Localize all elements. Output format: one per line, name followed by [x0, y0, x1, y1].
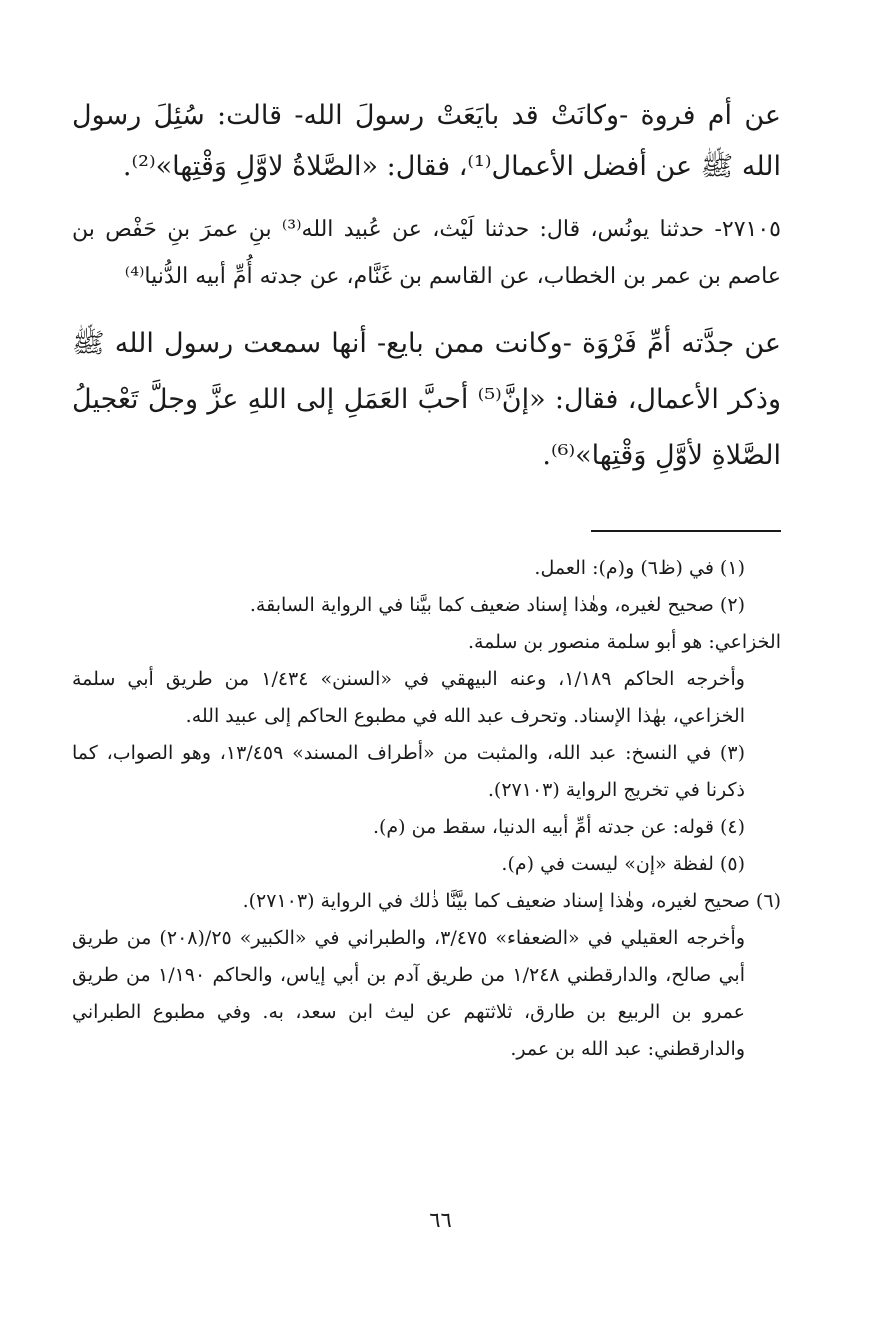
hadith-text-2: عن جدَّته أمِّ فَرْوَة -وكانت ممن بايع- أنها سمعت رسول الله ﷺ وذكر الأعمال، فقال: «إنَّ⁽⁵⁾ أحبَّ العَمَلِ إلى اللهِ عزَّ وجلَّ تَعْجيلُ الصَّلاةِ لأوَّلِ وَقْتِها»⁽⁶⁾. [72, 328, 781, 471]
footnote-4: (٤) قوله: عن جدته أمِّ أبيه الدنيا، سقط من (م). [372, 816, 745, 838]
footnote-2: (٢) صحيح لغيره، وهٰذا إسناد ضعيف كما بيَّنا في الرواية السابقة. [249, 594, 745, 616]
main-text [72, 90, 781, 484]
page-number: ٦٦ [429, 1208, 452, 1232]
footnote-6: (٦) صحيح لغيره، وهٰذا إسناد ضعيف كما بيَّنَّا ذٰلك في الرواية (٢٧١٠٣). [242, 890, 781, 912]
footnote-2-takhrij: وأخرجه الحاكم ١/١٨٩، وعنه البيهقي في «السنن» ١/٤٣٤ من طريق أبي سلمة الخزاعي، بهٰذا الإسناد. وتحرف عبد الله في مطبوع الحاكم إلى عبيد الله. [72, 668, 745, 727]
footnote-6-takhrij: وأخرجه العقيلي في «الضعفاء» ٣/٤٧٥، والطبراني في «الكبير» ٢٥/(٢٠٨) من طريق أبي صالح، والدارقطني ١/٢٤٨ من طريق آدم بن أبي إياس، والحاكم ١/١٩٠ من طريق عمرو بن الربيع بن طارق، ثلاثتهم عن ليث ابن سعد، به. وفي مطبوع الطبراني والدارقطني: عبد الله بن عمر. [72, 927, 745, 1060]
footnote-1: (١) في (ظ٦) و(م): العمل. [534, 557, 745, 579]
footnotes [72, 550, 781, 1068]
isnad-text: ٢٧١٠٥- حدثنا يونُس، قال: حدثنا لَيْث، عن عُبيد الله⁽³⁾ بنِ عمرَ بنِ حَفْص بن عاصم بن عمر بن الخطاب، عن القاسم بن غَنَّام، عن جدته أُمِّ أبيه الدُّنيا⁽⁴⁾ [72, 217, 781, 289]
footnote-separator [591, 530, 781, 532]
hadith-text-1: عن أم فروة -وكانَتْ قد بايَعَتْ رسولَ الله- قالت: سُئِلَ رسول الله ﷺ عن أفضل الأعمال⁽¹⁾، فقال: «الصَّلاةُ لاوَّلِ وَقْتِها»⁽²⁾. [72, 100, 781, 182]
footnote-5: (٥) لفظة «إن» ليست في (م). [501, 853, 745, 875]
footnote-2-note: الخزاعي: هو أبو سلمة منصور بن سلمة. [467, 631, 781, 653]
footnote-3: (٣) في النسخ: عبد الله، والمثبت من «أطراف المسند» ١٣/٤٥٩، وهو الصواب، كما ذكرنا في تخريج الرواية (٢٧١٠٣). [72, 742, 745, 801]
